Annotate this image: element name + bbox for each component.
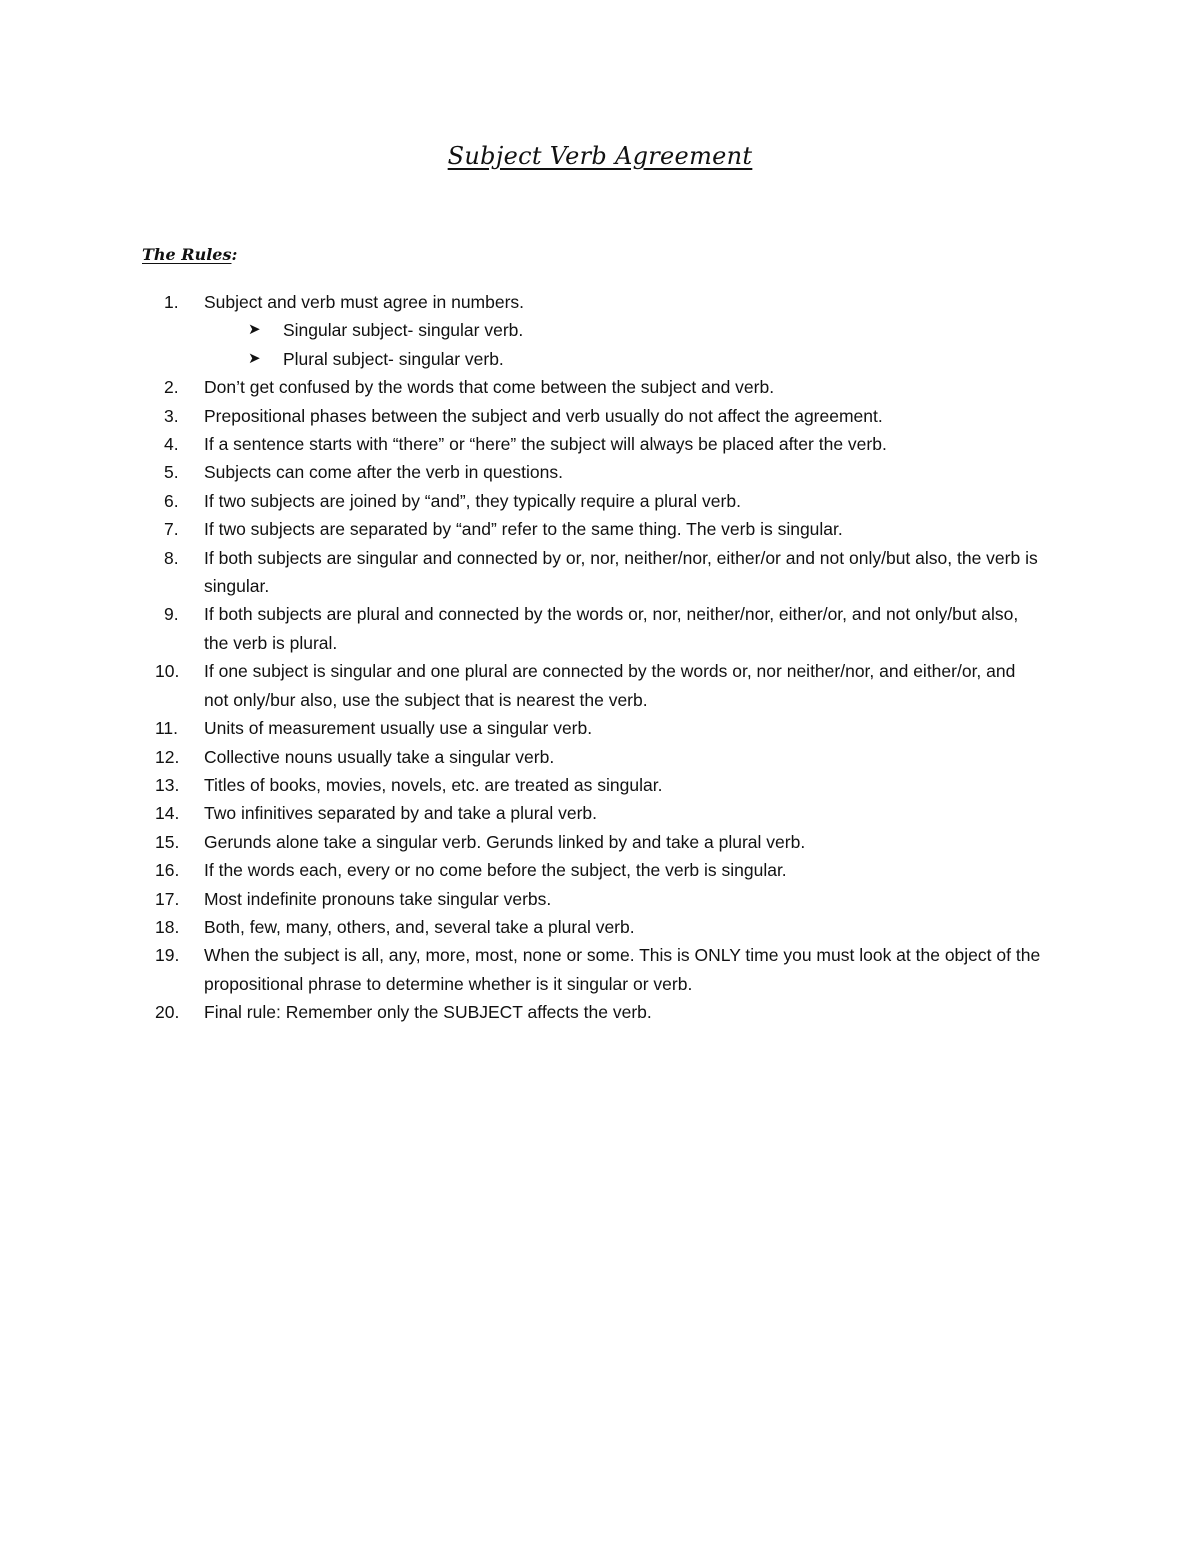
- list-item: [0, 288, 1044, 316]
- rule-number: 10.: [155, 661, 180, 682]
- rule-number: 3.: [164, 405, 179, 426]
- rule-number: 9.: [164, 604, 179, 625]
- list-item: [0, 544, 1044, 601]
- rule-text: Gerunds alone take a singular verb. Gerunds linked by and take a plural verb.: [204, 831, 806, 852]
- rule-text: If a sentence starts with “there” or “here” the subject will always be placed after the verb.: [204, 434, 887, 455]
- rule-text: If two subjects are separated by “and” refer to the same thing. The verb is singular.: [204, 519, 843, 540]
- list-item: [0, 373, 1044, 401]
- rule-number: 11.: [155, 718, 179, 739]
- list-item: [0, 515, 1044, 543]
- rule-number: 19.: [155, 945, 180, 966]
- list-item: [0, 487, 1044, 515]
- rule-text: Two infinitives separated by and take a plural verb.: [204, 803, 597, 824]
- rules-list: [0, 288, 1200, 1027]
- rules-heading-label: The Rules: [142, 245, 232, 264]
- list-item: [0, 856, 1044, 884]
- rule-text: Prepositional phases between the subject and verb usually do not affect the agreement.: [204, 405, 883, 426]
- rule-text: Subject and verb must agree in numbers.: [204, 292, 525, 312]
- list-item: [0, 771, 1044, 799]
- rule-text: Collective nouns usually take a singular verb.: [204, 746, 555, 767]
- rule-text: If the words each, every or no come before the subject, the verb is singular.: [204, 860, 787, 881]
- document-title: Subject Verb Agreement: [447, 142, 753, 170]
- rule-number: 7.: [164, 519, 179, 540]
- rule-text: If both subjects are singular and connected by or, nor, neither/nor, either/or and not only/but also, the verb is singular.: [204, 547, 1038, 597]
- sub-list-item: [0, 316, 1200, 344]
- list-item: [0, 743, 1044, 771]
- rule-text: If both subjects are plural and connected by the words or, nor, neither/nor, either/or, and not only/but also, the verb is plural.: [204, 604, 1019, 653]
- arrowhead-bullet-icon: ➤: [248, 321, 261, 339]
- rule-number: 20.: [155, 1002, 180, 1023]
- rule-number: 16.: [155, 860, 180, 881]
- list-item: [0, 430, 1044, 458]
- rule-number: 8.: [164, 547, 179, 568]
- list-item: [0, 714, 1044, 742]
- rule-text: Subjects can come after the verb in questions.: [204, 462, 563, 483]
- rule-text: Both, few, many, others, and, several take a plural verb.: [204, 916, 635, 937]
- sub-list-item: [0, 345, 1200, 373]
- list-item: [0, 998, 1044, 1026]
- rule-number: 6.: [164, 490, 179, 511]
- rule-number: 4.: [164, 434, 179, 455]
- rule-text: Titles of books, movies, novels, etc. are treated as singular.: [204, 774, 663, 795]
- list-item: [0, 458, 1044, 486]
- rule-number: 2.: [164, 377, 179, 398]
- rule-text: Units of measurement usually use a singular verb.: [204, 718, 593, 739]
- rule-number: 1.: [164, 292, 179, 312]
- rule-text: Final rule: Remember only the SUBJECT affects the verb.: [204, 1002, 652, 1023]
- list-item: [0, 657, 1044, 714]
- list-item: [0, 913, 1044, 941]
- rule-number: 18.: [155, 916, 180, 937]
- rule-text: Most indefinite pronouns take singular verbs.: [204, 888, 552, 909]
- sub-rule-text: Plural subject- singular verb.: [283, 348, 504, 369]
- rule-text: When the subject is all, any, more, most, none or some. This is ONLY time you must look at the object of the propositional phrase to determine whether is it singular or verb.: [204, 945, 1041, 994]
- list-item: [0, 600, 1044, 657]
- rules-heading: [142, 245, 237, 264]
- list-item: [0, 799, 1044, 827]
- rule-text: Don’t get confused by the words that come between the subject and verb.: [204, 377, 775, 398]
- rule-number: 5.: [164, 462, 179, 483]
- list-item: [0, 402, 1044, 430]
- rule-number: 12.: [155, 746, 180, 767]
- rules-heading-colon: :: [231, 245, 238, 264]
- rule-number: 13.: [155, 774, 180, 795]
- list-item: [0, 885, 1044, 913]
- rule-number: 17.: [155, 888, 180, 909]
- sub-rule-text: Singular subject- singular verb.: [283, 320, 524, 341]
- rule-text: If one subject is singular and one plural are connected by the words or, nor neither/nor, and either/or, and not only/bur also, use the subject that is nearest the verb.: [204, 661, 1016, 710]
- list-item: [0, 941, 1044, 998]
- rule-text: If two subjects are joined by “and”, they typically require a plural verb.: [204, 490, 741, 511]
- list-item: [0, 828, 1044, 856]
- arrowhead-bullet-icon: ➤: [248, 349, 261, 367]
- rule-number: 14.: [155, 803, 180, 824]
- rule-number: 15.: [155, 831, 180, 852]
